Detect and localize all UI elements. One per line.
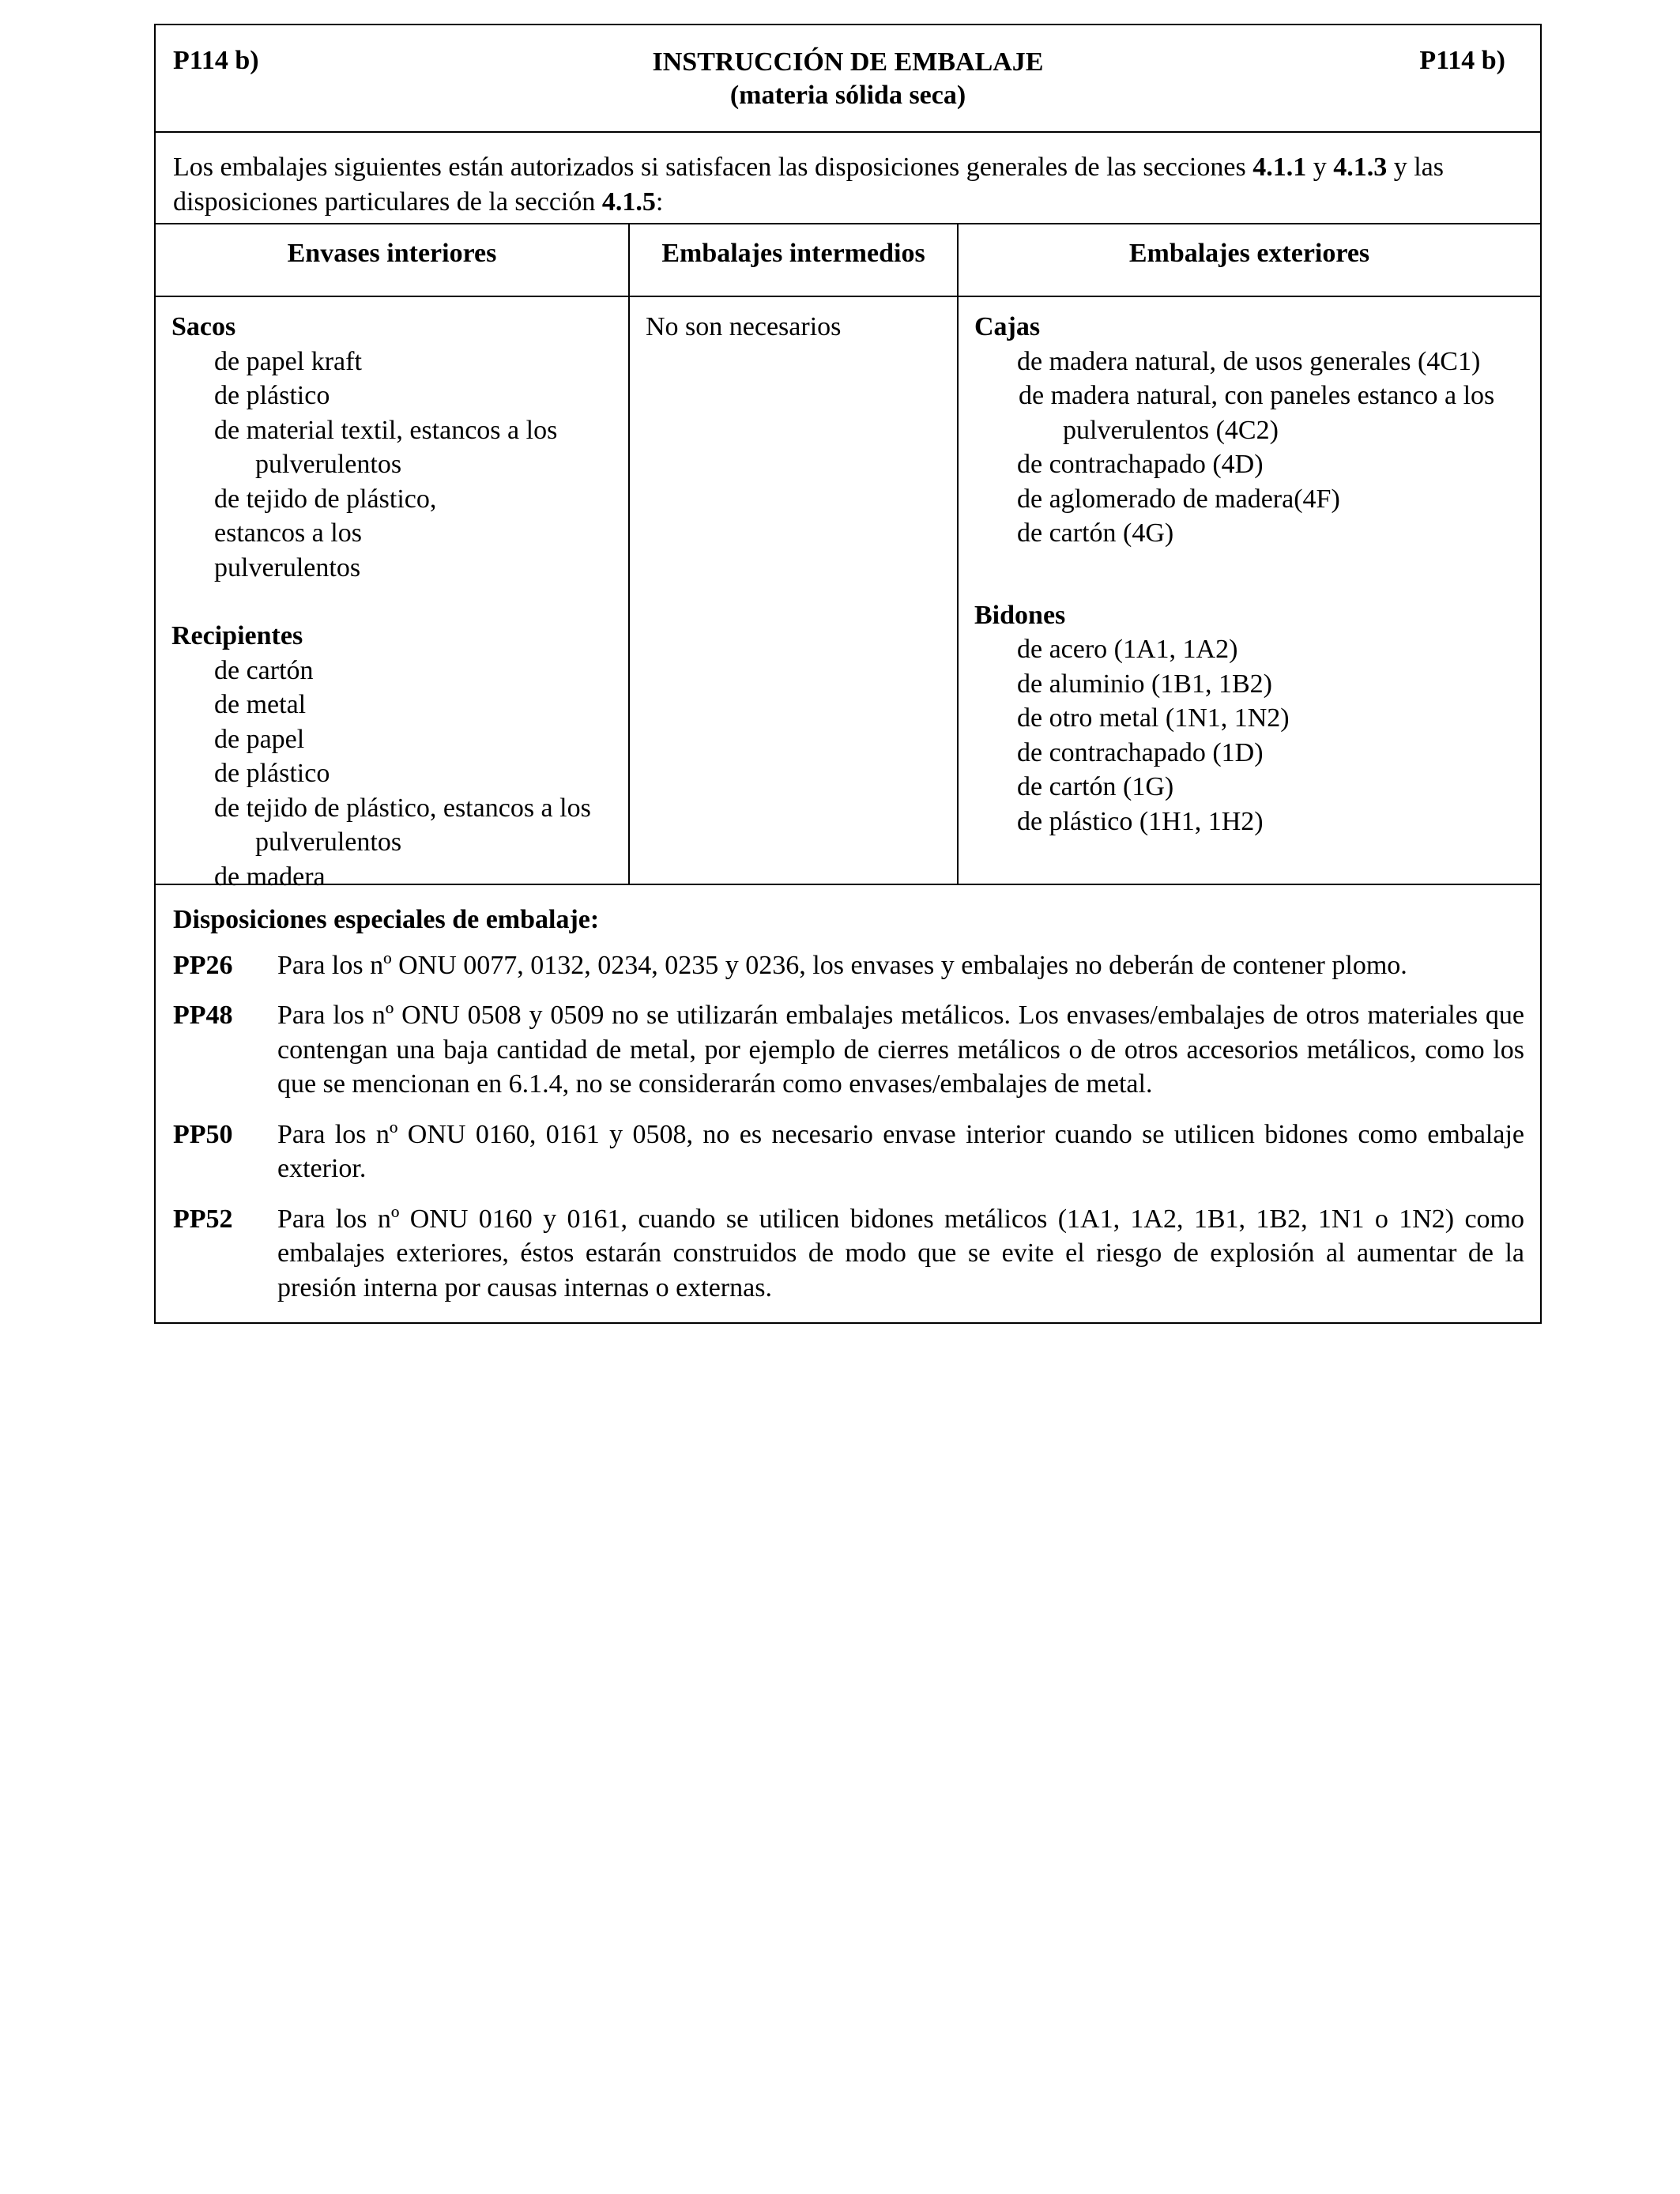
- list-item: de madera natural, de usos generales (4C1): [1017, 346, 1481, 376]
- section-ref-4-1-3: 4.1.3: [1333, 153, 1388, 182]
- section-ref-4-1-5: 4.1.5: [601, 187, 656, 217]
- packing-instruction-table: [154, 24, 1542, 1324]
- intro-text-3: y las disposiciones particulares de la sección: [173, 153, 1444, 217]
- group-title-bidones: Bidones: [974, 600, 1066, 630]
- list-item: de material textil, estancos a los pulverulentos: [214, 415, 558, 479]
- list-item: de plástico (1H1, 1H2): [1017, 806, 1264, 836]
- list-item: de papel: [214, 724, 305, 754]
- list-item: de madera: [214, 861, 326, 892]
- provision-text: Para los nº ONU 0077, 0132, 0234, 0235 y 0236, los envases y embalajes no deberán de contener plomo.: [277, 950, 1407, 980]
- intermediate-packaging-header: Embalajes intermedios: [630, 224, 957, 297]
- provision-pp50: [173, 1118, 1524, 1186]
- list-item: de cartón (1G): [1017, 772, 1174, 801]
- provision-code: PP52: [173, 1204, 233, 1234]
- instruction-subtitle: (materia sólida seca): [729, 81, 966, 110]
- intro-text-1: Los embalajes siguientes están autorizados si satisfacen las disposiciones generales de las secciones: [173, 153, 1253, 182]
- intro-text-4: :: [655, 187, 664, 217]
- provision-code: PP50: [173, 1119, 233, 1149]
- packaging-columns: [156, 224, 1540, 892]
- provision-pp26: [173, 948, 1524, 983]
- list-item: de cartón: [214, 655, 314, 685]
- list-item: de madera natural, con paneles estanco a los pulverulentos (4C2): [1019, 381, 1495, 445]
- list-item: de metal: [214, 690, 307, 719]
- intro-paragraph: [156, 133, 1540, 224]
- inner-packaging-body: [156, 297, 628, 892]
- group-title-cajas: Cajas: [974, 312, 1041, 341]
- special-provisions: [156, 884, 1540, 1322]
- list-item: de acero (1A1, 1A2): [1017, 635, 1238, 664]
- provision-pp52: [173, 1202, 1524, 1306]
- instruction-code-right: P114 b): [1419, 46, 1505, 75]
- list-item: de papel kraft: [214, 346, 362, 376]
- intermediate-packaging-text: No son necesarios: [646, 312, 842, 341]
- instruction-header: [156, 25, 1540, 133]
- group-title-sacos: Sacos: [171, 312, 236, 341]
- instruction-code-left: P114 b): [173, 46, 259, 75]
- list-item: de aluminio (1B1, 1B2): [1017, 669, 1272, 699]
- instruction-title: INSTRUCCIÓN DE EMBALAJE: [652, 47, 1044, 77]
- instruction-title-block: [156, 46, 1540, 112]
- intermediate-packaging-body: [630, 297, 957, 884]
- list-item: de tejido de plástico, estancos a los pulverulentos: [214, 484, 437, 582]
- section-ref-4-1-1: 4.1.1: [1252, 153, 1307, 182]
- list-item: de contrachapado (1D): [1017, 737, 1264, 767]
- group-title-recipientes: Recipientes: [171, 621, 303, 650]
- outer-packaging-column: [959, 224, 1540, 884]
- provision-text: Para los nº ONU 0508 y 0509 no se utilizarán embalajes metálicos. Los envases/embalajes de otros materiales que contengan una baja cantidad de metal, por ejemplo de cierres metálicos o de otros accesorios metálicos, como los que se mencionan en 6.1.4, no se considerarán como envases/embalajes de metal.: [277, 1001, 1524, 1099]
- outer-packaging-body: [959, 297, 1540, 884]
- special-provisions-heading: Disposiciones especiales de embalaje:: [173, 905, 600, 934]
- list-item: de plástico: [214, 759, 330, 788]
- list-item: de tejido de plástico, estancos a los pulverulentos: [214, 793, 591, 857]
- list-item: de contrachapado (4D): [1017, 450, 1264, 479]
- inner-packaging-header: Envases interiores: [156, 224, 628, 297]
- provision-pp48: [173, 998, 1524, 1102]
- provision-code: PP26: [173, 950, 233, 980]
- inner-packaging-column: [156, 224, 630, 892]
- list-item: de aglomerado de madera(4F): [1017, 484, 1340, 514]
- provision-text: Para los nº ONU 0160 y 0161, cuando se utilicen bidones metálicos (1A1, 1A2, 1B1, 1B2, 1N1 o 1N2) como embalajes exteriores, éstos estarán construidos de modo que se evite el riesgo de explosión al aumentar de la presión interna por causas internas o externas.: [277, 1204, 1524, 1302]
- list-item: de otro metal (1N1, 1N2): [1017, 703, 1290, 733]
- provision-text: Para los nº ONU 0160, 0161 y 0508, no es necesario envase interior cuando se utilicen bidones como embalaje exterior.: [277, 1119, 1524, 1183]
- outer-packaging-header: Embalajes exteriores: [959, 224, 1540, 297]
- list-item: de cartón (4G): [1017, 518, 1174, 548]
- intermediate-packaging-column: [630, 224, 959, 884]
- list-item: de plástico: [214, 381, 330, 410]
- provision-code: PP48: [173, 1001, 233, 1030]
- intro-text-2: y: [1306, 153, 1334, 182]
